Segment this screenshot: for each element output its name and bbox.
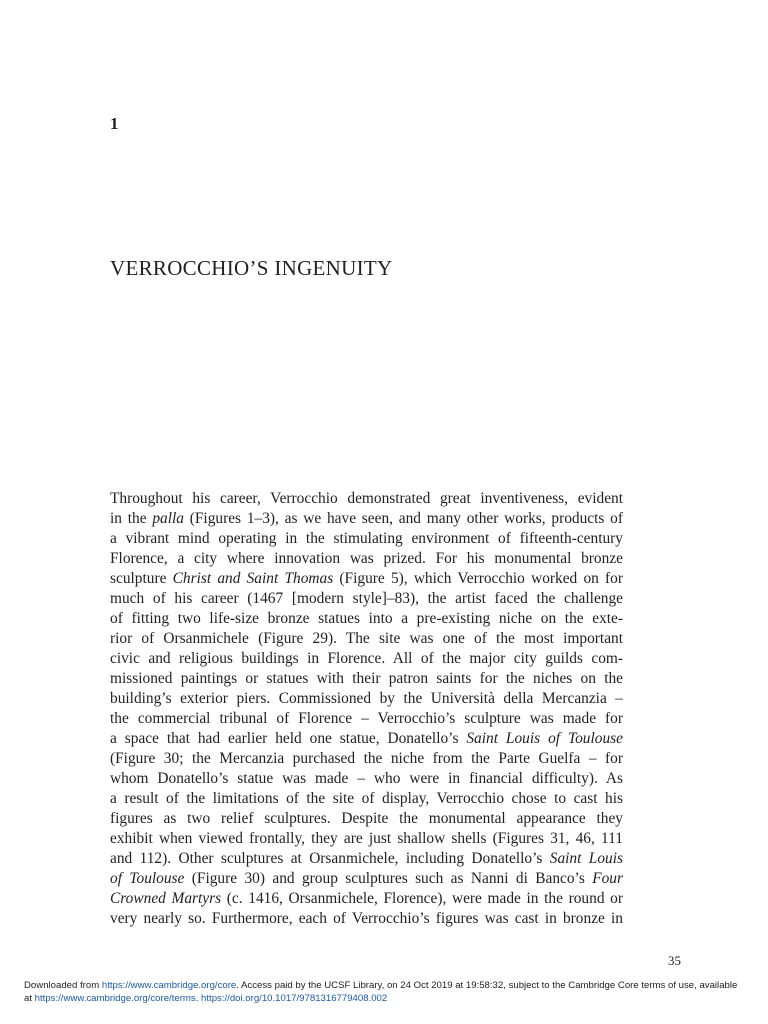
body-line: missioned paintings or statues with their patron saints for the niches on the [110, 670, 623, 687]
body-line: much of his career (1467 [modern style]–83), the artist faced the challenge [110, 590, 623, 607]
cambridge-core-link[interactable]: https://www.cambridge.org/core [101, 980, 237, 991]
italic-title: Christ and Saint Thomas [172, 570, 334, 587]
doi-link[interactable]: https://doi.org/10.1017/9781316779408.002 [201, 993, 388, 1004]
body-line: and 112). Other sculptures at Orsanmichele, including Donatello’s Saint Louis [110, 850, 624, 867]
body-line: very nearly so. Furthermore, each of Verrocchio’s figures was cast in bronze in [110, 910, 623, 927]
body-line: a space that had earlier held one statue, Donatello’s Saint Louis of Toulouse [110, 730, 623, 747]
download-footer [24, 979, 754, 1005]
body-line: Throughout his career, Verrocchio demonstrated great inventiveness, evident [110, 490, 623, 507]
italic-title: Four [592, 870, 623, 887]
chapter-number: 1 [110, 114, 119, 133]
body-line: figures as two relief sculptures. Despite the monumental appearance they [110, 810, 623, 827]
italic-title: Crowned Martyrs [110, 890, 222, 907]
body-line: Florence, a city where innovation was prized. For his monumental bronze [110, 550, 623, 567]
body-line: whom Donatello’s statue was made – who were in financial difficulty). As [110, 770, 623, 787]
italic-title: palla [152, 510, 184, 527]
body-line: of fitting two life-size bronze statues into a pre-existing niche on the exte- [110, 610, 623, 627]
body-line: in the palla (Figures 1–3), as we have seen, and many other works, products of [110, 510, 623, 527]
italic-title: Saint Louis [549, 850, 624, 867]
body-line: rior of Orsanmichele (Figure 29). The site was one of the most important [110, 630, 623, 647]
body-line: of Toulouse (Figure 30) and group sculptures such as Nanni di Banco’s Four [110, 870, 623, 887]
footer-prefix: Downloaded from [24, 980, 102, 991]
italic-title: Saint Louis of Toulouse [466, 730, 623, 747]
body-line: the commercial tribunal of Florence – Verrocchio’s sculpture was made for [110, 710, 623, 727]
chapter-title: VERROCCHIO’S INGENUITY [110, 256, 393, 280]
body-line: (Figure 30; the Mercanzia purchased the niche from the Parte Guelfa – for [110, 750, 623, 767]
body-line: exhibit when viewed frontally, they are just shallow shells (Figures 31, 46, 111 [110, 830, 623, 847]
footer-middle: . Access paid by the UCSF Library, on 24 Oct 2019 at 19:58:32, subject to the Cambridge Core terms of use, available [236, 980, 738, 991]
footer-at: at [24, 993, 35, 1004]
italic-title: of Toulouse [110, 870, 185, 887]
body-line: a result of the limitations of the site of display, Verrocchio chose to cast his [110, 790, 623, 807]
body-line: sculpture Christ and Saint Thomas (Figure 5), which Verrocchio worked on for [110, 570, 623, 587]
body-line: civic and religious buildings in Florence. All of the major city guilds com- [110, 650, 623, 667]
body-text [110, 489, 623, 929]
body-line: a vibrant mind operating in the stimulating environment of fifteenth-century [110, 530, 623, 547]
page-number: 35 [668, 953, 681, 968]
footer-sep: . [195, 993, 202, 1004]
body-line: building’s exterior piers. Commissioned by the Università della Mercanzia – [110, 690, 623, 707]
body-line: Crowned Martyrs (c. 1416, Orsanmichele, Florence), were made in the round or [110, 890, 623, 907]
terms-link[interactable]: https://www.cambridge.org/core/terms [34, 993, 196, 1004]
